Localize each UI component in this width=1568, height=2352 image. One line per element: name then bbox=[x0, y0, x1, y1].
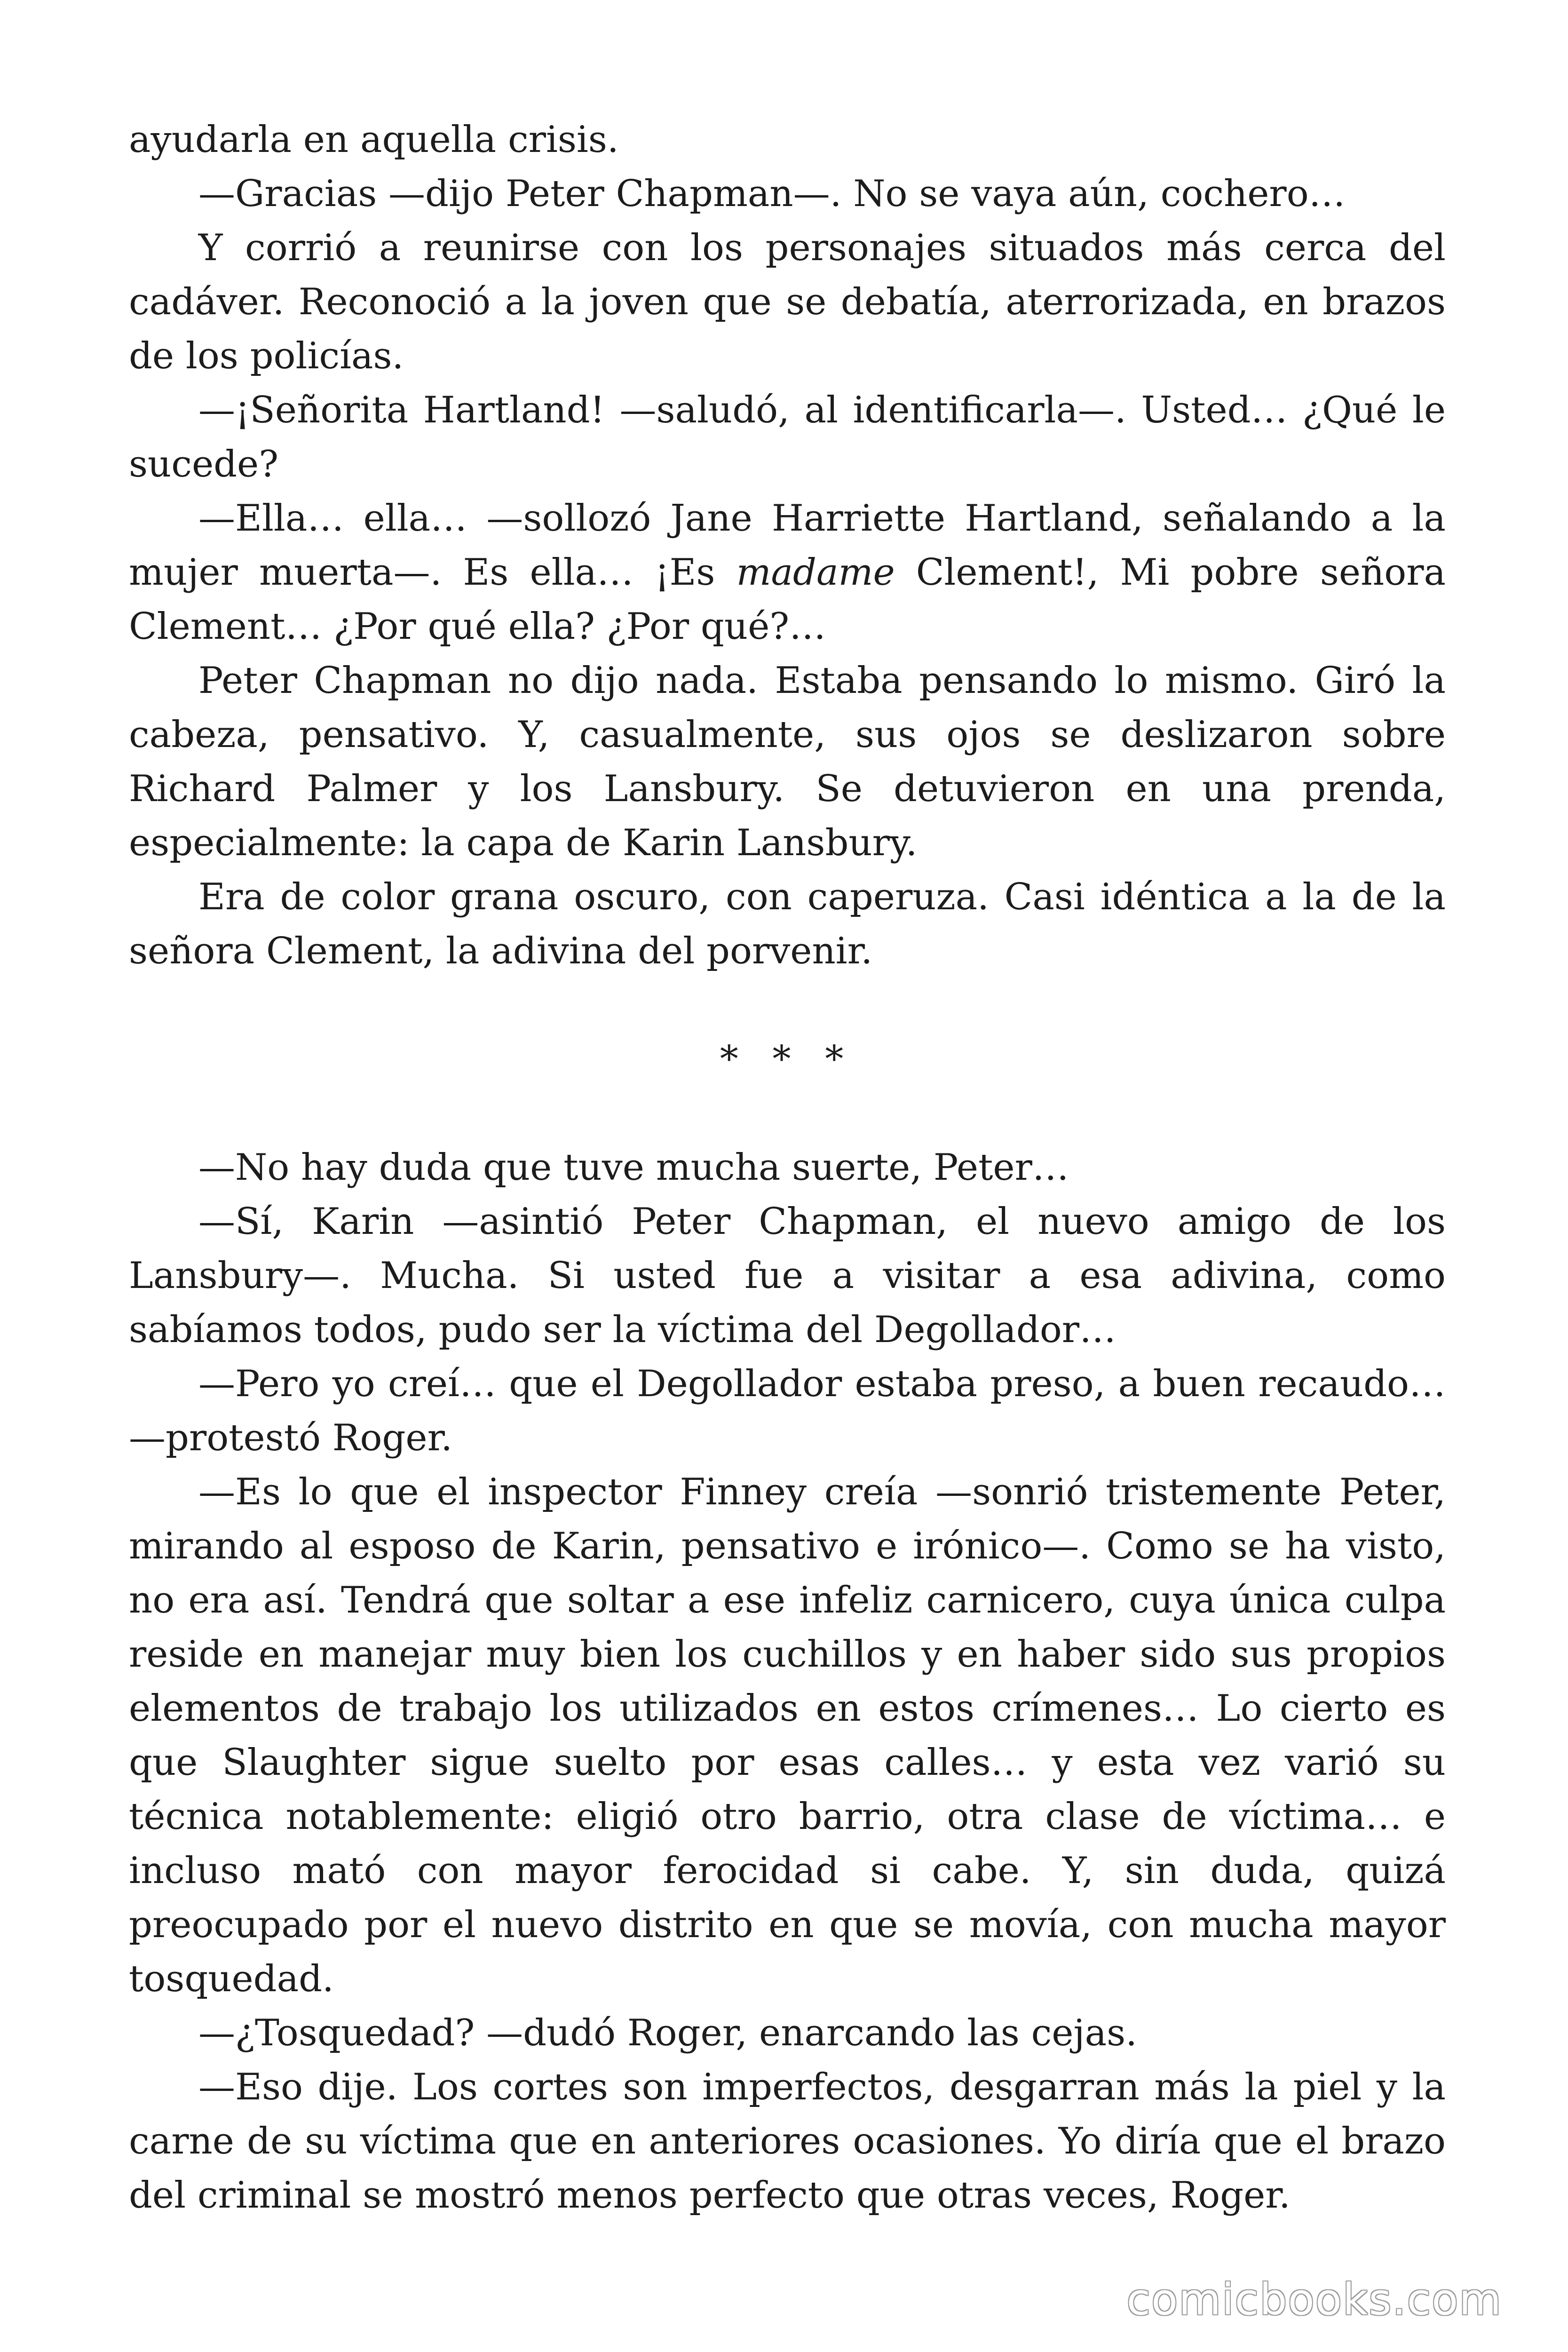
paragraph-text: —Ella… ella… —sollozó Jane Harriette Hartland, señalando a la mujer muerta—. Es ella… ¡Es bbox=[129, 497, 1446, 594]
paragraph: —¿Tosquedad? —dudó Roger, enarcando las cejas. bbox=[198, 2012, 1137, 2054]
paragraph: —¡Señorita Hartland! —saludó, al identificarla—. Usted… ¿Qué le sucede? bbox=[129, 389, 1446, 485]
paragraph: —Pero yo creí… que el Degollador estaba preso, a buen recaudo… —protestó Roger. bbox=[129, 1363, 1446, 1459]
paragraph: —Sí, Karin —asintió Peter Chapman, el nuevo amigo de los Lansbury—. Mucha. Si usted fue a visitar a esa adivina, como sabíamos todos, pudo ser la víctima del Degollador… bbox=[129, 1200, 1446, 1351]
paragraph-text: Clement!, Mi pobre señora Clement… ¿Por qué ella? ¿Por qué?… bbox=[129, 551, 1446, 648]
paragraph bbox=[129, 492, 1446, 654]
paragraph: Era de color grana oscuro, con caperuza. Casi idéntica a la de la señora Clement, la adivina del porvenir. bbox=[129, 876, 1446, 972]
paragraph: —Es lo que el inspector Finney creía —sonrió tristemente Peter, mirando al esposo de Karin, pensativo e irónico—. Como se ha visto, no era así. Tendrá que soltar a ese infeliz carnicero, cuya única culpa reside en manejar muy bien los cuchillos y en haber sido sus propios elementos de trabajo los utilizados en estos crímenes… Lo cierto es que Slaughter sigue suelto por esas calles… y esta vez varió su técnica notablemente: eligió otro barrio, otra clase de víctima… e incluso mató con mayor ferocidad si cabe. Y, sin duda, quizá preocupado por el nuevo distrito en que se movía, con mucha mayor tosquedad. bbox=[129, 1471, 1446, 2000]
paragraph: ayudarla en aquella crisis. bbox=[129, 119, 619, 161]
paragraph: Peter Chapman no dijo nada. Estaba pensando lo mismo. Giró la cabeza, pensativo. Y, casualmente, sus ojos se deslizaron sobre Richard Palmer y los Lansbury. Se detuvieron en una prenda, especialmente: la capa de Karin Lansbury. bbox=[129, 660, 1446, 864]
italic-word: madame bbox=[736, 551, 895, 594]
book-page bbox=[129, 113, 1446, 2223]
section-break: * * * bbox=[720, 1038, 855, 1081]
watermark: comicbooks.com bbox=[1126, 2274, 1502, 2325]
paragraph: —Gracias —dijo Peter Chapman—. No se vaya aún, cochero… bbox=[198, 173, 1346, 215]
paragraph: —No hay duda que tuve mucha suerte, Peter… bbox=[198, 1146, 1069, 1189]
paragraph: —Eso dije. Los cortes son imperfectos, desgarran más la piel y la carne de su víctima que en anteriores ocasiones. Yo diría que el brazo del criminal se mostró menos perfecto que otras veces, Roger. bbox=[129, 2066, 1446, 2217]
paragraph: Y corrió a reunirse con los personajes situados más cerca del cadáver. Reconoció a la joven que se debatía, aterrorizada, en brazos de los policías. bbox=[129, 227, 1446, 377]
